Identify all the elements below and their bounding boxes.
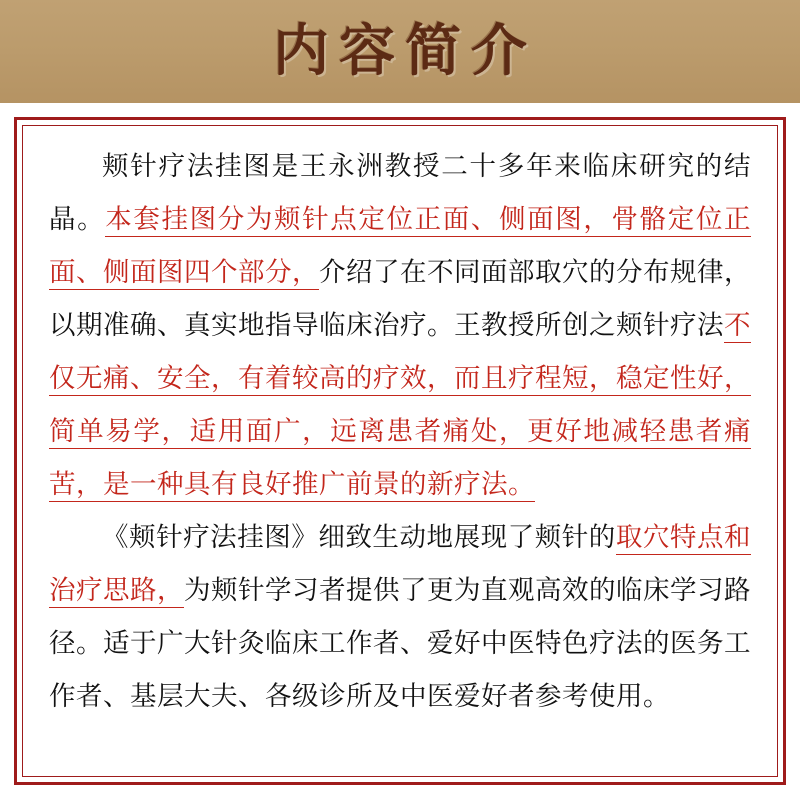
text-run-red-1: 本套挂图分为颊针点定位正面、侧面图，骨骼定位正面、侧面图四个部分， — [49, 204, 751, 290]
text-run-red-2: 不仅无痛、安全，有着较高的疗效，而且疗程短，稳定性好，简单易学，适用面广，远离患者痛处，更好地减轻患者痛苦，是一种具有良好推广前景的新疗法。 — [49, 310, 751, 502]
content-frame-outer — [14, 117, 786, 785]
paragraph-2 — [49, 511, 751, 723]
text-run-black-4: 为颊针学习者提供了更为直观高效的临床学习路径。适于广大针灸临床工作者、爱好中医特色疗法的医务工作者、基层大夫、各级诊所及中医爱好者参考使用。 — [49, 575, 751, 711]
content-body — [49, 140, 751, 766]
header-banner — [0, 0, 800, 103]
text-run-black-1: 颊针疗法挂图是王永洲教授二十多年来临床研究的结晶。 — [49, 151, 751, 234]
paragraph-1 — [49, 140, 751, 511]
text-run-red-3: 取穴特点和治疗思路， — [49, 522, 751, 608]
text-run-black-3: 《颊针疗法挂图》细致生动地展现了颊针的 — [102, 522, 616, 552]
text-run-black-2: 介绍了在不同面部取穴的分布规律，以期准确、真实地指导临床治疗。王教授所创之颊针疗法 — [49, 257, 751, 340]
page-title: 内容简介 — [273, 20, 537, 83]
content-frame-inner — [22, 125, 778, 777]
